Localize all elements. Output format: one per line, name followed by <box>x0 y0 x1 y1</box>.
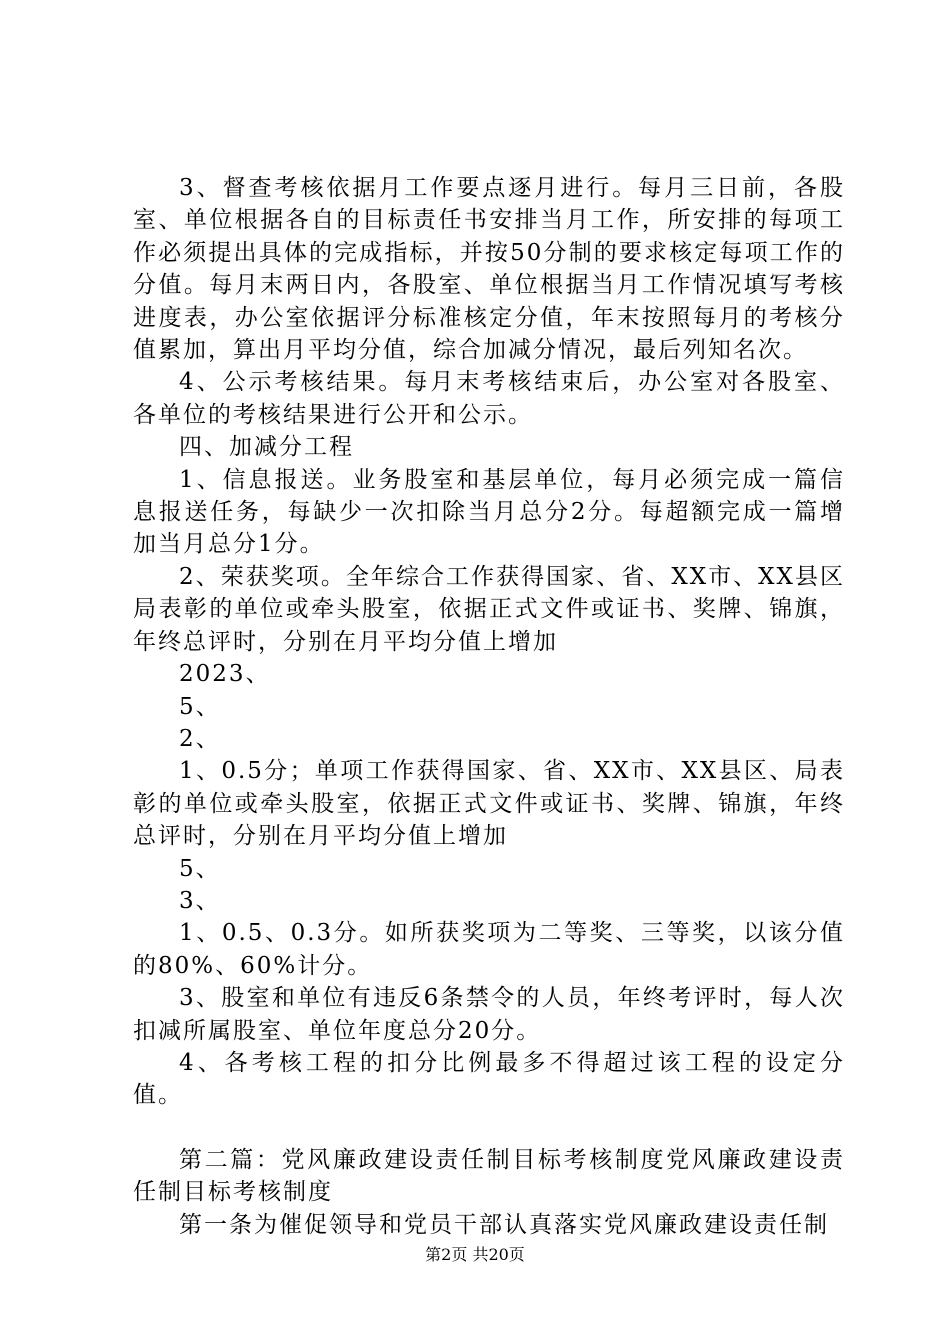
paragraph-9: 5、 <box>179 855 221 882</box>
paragraph-4: 2、荣获奖项。全年综合工作获得国家、省、XX市、XX县区局表彰的单位或牵头股室，依据正式文件或证书、奖牌、锦旗，年终总评时，分别在月平均分值上增加 <box>133 563 845 655</box>
paragraph-2: 4、公示考核结果。每月末考核结束后，办公室对各股室、各单位的考核结果进行公开和公示。 <box>133 369 845 428</box>
paragraph-7: 2、 <box>179 725 221 752</box>
paragraph-3: 1、信息报送。业务股室和基层单位，每月必须完成一篇信息报送任务，每缺少一次扣除当月总分2分。每超额完成一篇增加当月总分1分。 <box>133 466 845 558</box>
page-number-footer: 第2页 共20页 <box>425 1245 525 1264</box>
paragraph-5: 2023、 <box>179 661 271 688</box>
paragraph-6: 5、 <box>179 693 221 720</box>
chapter-title: 第二篇：党风廉政建设责任制目标考核制度党风廉政建设责任制目标考核制度 <box>133 1146 845 1206</box>
paragraph-8: 1、0.5分；单项工作获得国家、省、XX市、XX县区、局表彰的单位或牵头股室，依据正式文件或证书、奖牌、锦旗，年终总评时，分别在月平均分值上增加 <box>133 758 845 850</box>
paragraph-13: 4、各考核工程的扣分比例最多不得超过该工程的设定分值。 <box>133 1049 845 1109</box>
document-body <box>133 172 845 1241</box>
paragraph-10: 3、 <box>179 887 221 914</box>
paragraph-1: 3、督查考核依据月工作要点逐月进行。每月三日前，各股室、单位根据各自的目标责任书安排当月工作，所安排的每项工作必须提出具体的完成指标，并按50分制的要求核定每项工作的分值。每月末两日内，各股室、单位根据当月工作情况填写考核进度表，办公室依据评分标准核定分值，年末按照每月的考核分值累加，算出月平均分值，综合加减分情况，最后列知名次。 <box>133 175 845 364</box>
paragraph-14: 第一条为催促领导和党员干部认真落实党风廉政建设责任制 <box>179 1211 829 1238</box>
paragraph-11: 1、0.5、0.3分。如所获奖项为二等奖、三等奖，以该分值的80%、60%计分。 <box>133 920 845 979</box>
section-heading: 四、加减分工程 <box>179 434 354 461</box>
paragraph-12: 3、股室和单位有违反6条禁令的人员，年终考评时，每人次扣减所属股室、单位年度总分20分。 <box>133 985 845 1044</box>
